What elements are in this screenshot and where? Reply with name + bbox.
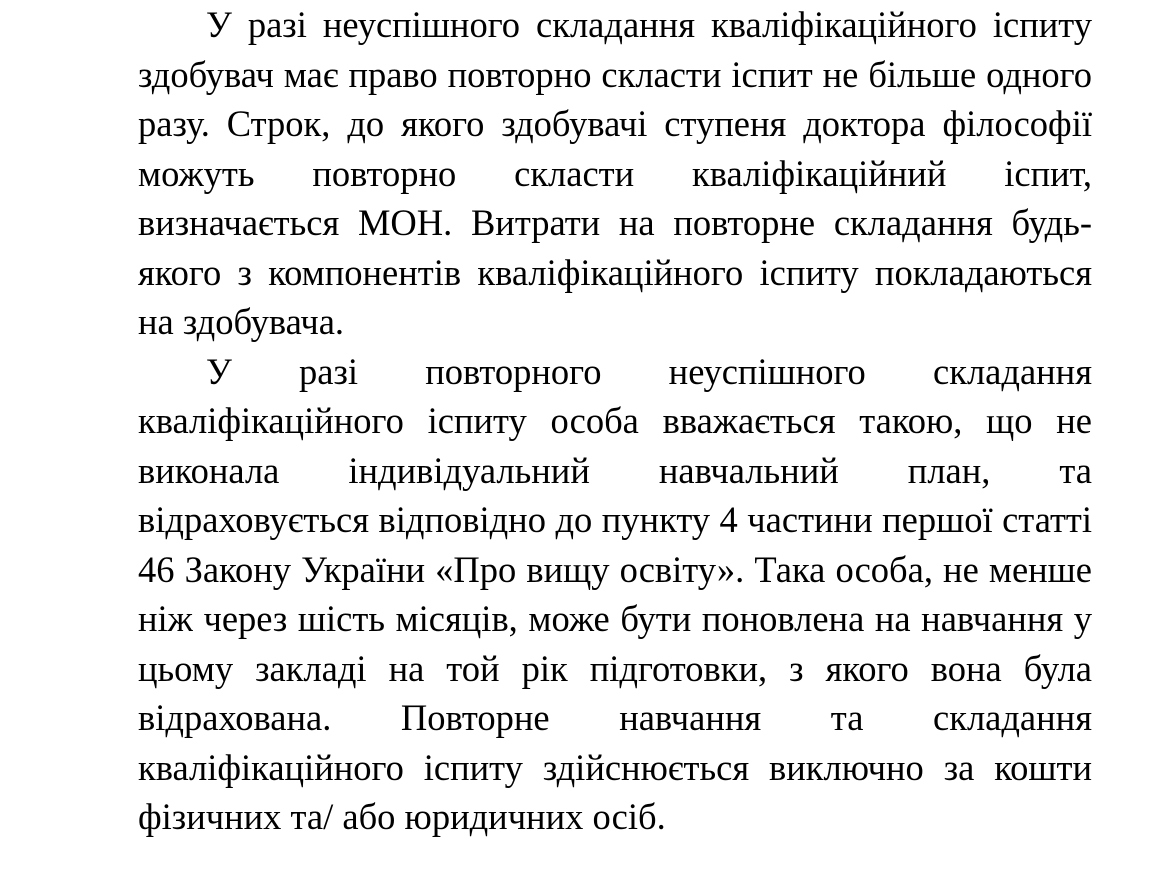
paragraph-2: У разі повторного неуспішного складання кваліфікаційного іспиту особа вважається такою, що не виконала індивідуальний навчальний план, та відраховується відповідно до пункту 4 частини першої статті 46 Закону України «Про вищу освіту». Така особа, не менше ніж через шість місяців, може бути поновлена на навчання у цьому закладі на той рік підготовки, з якого вона була відрахована. Повторне навчання та складання кваліфікаційного іспиту здійснюється виключно за кошти фізичних та/ або юридичних осіб. (138, 350, 1092, 837)
paragraph-1: У разі неуспішного складання кваліфікаційного іспиту здобувач має право повторно скласти іспит не більше одного разу. Строк, до якого здобувачі ступеня доктора філософії можуть повторно скласти кваліфікаційний іспит, визначається МОН. Витрати на повторне складання будь-якого з компонентів кваліфікаційного іспиту покладаються на здобувача. (138, 4, 1092, 342)
